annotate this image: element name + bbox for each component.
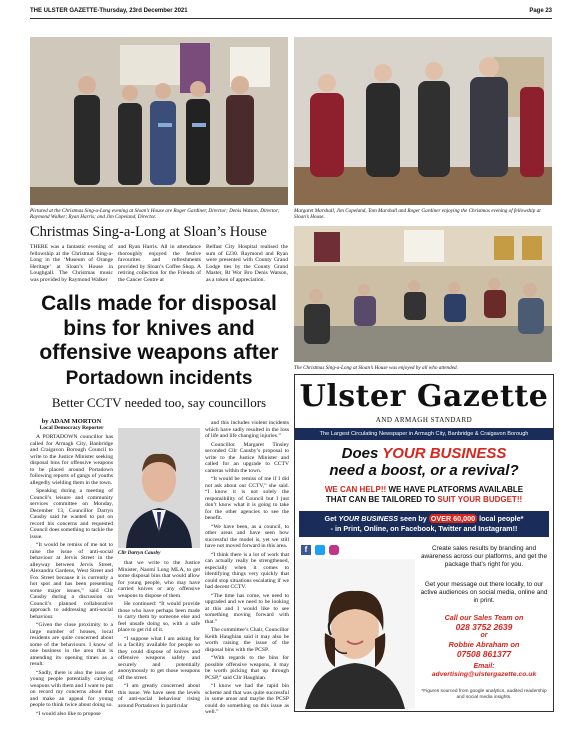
photo3-caption: The Christmas Sing-a-Long at Sloan’s House was enjoyed by all who attended. — [294, 365, 458, 371]
story2-col2-p: He continued: “It would provide those who have perhaps been made to carry them by someone else and feel unsafe doing so, with a safe place to get rid of it. — [118, 601, 200, 633]
ad-phone1: 028 3752 2639 — [455, 622, 513, 632]
photo1-caption: Pictured at the Christmas Sing-a-Long evening at Sloan’s House are Roger Gardiner, Director; Denis Watson, Director; Raymond Walker; Ryan Harris; and Jim Copeland, Director. — [30, 208, 280, 220]
ad-right-2: Get your message out there locally, to our active audiences on social media, online and in print. — [420, 581, 548, 605]
story2-col3-p: “We have been, as a council, to other areas and have seen how successful the model is, yet we still have not moved forward in this area. — [205, 523, 289, 549]
ad-call: Call our Sales Team on — [444, 613, 524, 622]
ad-or: or — [480, 632, 488, 639]
ad-banner: The Largest Circulating Newspaper in Armagh City, Banbridge & Craigavon Borough — [295, 428, 553, 440]
story2-col2-p: that we write to the Justice Minister, Naomi Long MLA, to get some disposal bins that would allow for young people, who may have carried knives or any offensive weapons to dispose of them. — [118, 560, 200, 599]
story2-col1-p: “It would be remiss of me not to raise the issue of anti-social behaviour at Jervis Street in the alleyway between Jervis Street, Alexandra Gardens, West Street and Fox Street because it is currently a hot spot and has been presenting some major issues,” said Cllr Causby during a discussion on Council’s planned collaborative approach to addressing anti-social behaviour. — [30, 542, 113, 620]
page-number: Page 23 — [529, 8, 552, 14]
ad-q2: need a boost, or a revival? — [329, 462, 519, 479]
story1-col2: and Ryan Harris. All in attendance thoroughly enjoyed the festive favourites and refreshments provided by Sloan’s Coffee Shop. A retiring collection for the Friends of the Cancer Centre at — [118, 244, 201, 283]
ad-strip1: Get — [324, 514, 339, 523]
ad-subtitle: AND ARMAGH STANDARD — [375, 416, 473, 424]
ad-masthead: Ulster Gazette — [299, 379, 549, 414]
newspaper-date: THE ULSTER GAZETTE-Thursday, 23rd December 2021 — [30, 8, 188, 14]
story1-col3: Belfast City Hospital realised the sum of £230. Raymond and Ryan were presented with County Grand Lodge ties by the County Grand Master, Rt Wor Bro Denis Watson, as a token of appreciation. — [206, 244, 288, 283]
story2-col1-p: Speaking during a meeting of Council’s leisure and community services committee on Monday, December 13, Councillor Darryn Causby said he wanted to put on record his concerns and requested Council does something to tackle the issue. — [30, 488, 113, 540]
ulster-gazette-advert — [294, 374, 554, 712]
social-icons — [301, 545, 361, 557]
ad-help-dark: WE HAVE PLATFORMS AVAILABLE — [388, 485, 524, 494]
sales-rep-image — [295, 559, 415, 709]
story2-col3-p: “The time has come, we need to upgraded and we need to be looking at this and I would like to see something moving forward with that.” — [205, 592, 289, 625]
instagram-icon — [329, 545, 339, 555]
story2-col1-p: “Given the close proximity to a large number of houses, local residents are quite concerned about some of the behaviours. I know of one business in the area that is amending its opening times as a result. — [30, 622, 113, 667]
story2-col3-p: and this includes violent incidents which have sadly resulted in the loss of life and life changing injuries.” — [205, 420, 289, 439]
ad-strip-badge: OVER 60,000 — [430, 514, 476, 523]
ad-footnote: *Figures sourced from google analytics, audited readership and social media insights. — [421, 689, 547, 700]
page-header — [30, 6, 552, 19]
story2-headline-2: Portadown incidents — [65, 368, 253, 389]
ad-strip3: local people* — [477, 514, 524, 523]
ad-q1: Does — [341, 445, 383, 462]
story2-col2-p: “I suppose what I am asking for is a facility available for people so they could dispose of knives and offensive weapons safely and securely and potentially anonymously to get those weapons off the street. — [118, 635, 200, 681]
byline — [30, 418, 113, 431]
story2-col2 — [118, 560, 200, 712]
ad-q1-highlight: YOUR BUSINESS — [382, 445, 507, 462]
ad-help-red: WE CAN HELP!! — [324, 485, 389, 494]
twitter-icon — [315, 545, 325, 555]
story2-col1-p: “Sadly, there is also the issue of young people potentially carrying weapons with them and I want to put on record my concerns about that and make an appeal for young people to think twice about doing so. — [30, 669, 113, 708]
ad-contact — [419, 613, 549, 679]
story2-col1-p: “I would also like to propose — [36, 710, 101, 717]
ad-reach-strip — [299, 511, 549, 537]
ad-help2: THAT CAN BE TAILORED TO — [325, 495, 438, 504]
story2-col2-p: “I am greatly concerned about this issue. We have seen the levels of anti-social behaviour rising around Portadown in particular — [118, 683, 200, 709]
ad-right-1: Create sales results by branding and awareness across our platforms, and get the package that’s right for you. — [420, 545, 548, 569]
ad-email: advertising@ulstergazette.co.uk — [431, 671, 537, 678]
ad-help2-red: SUIT YOUR BUDGET!! — [437, 495, 523, 504]
story2-col3 — [205, 420, 289, 715]
ad-strip2: seen by — [398, 514, 429, 523]
ad-phone2: 07508 861377 — [456, 649, 512, 659]
byline-role: Local Democracy Reporter — [39, 425, 104, 431]
story2-col3-p: “I know we had the rapid bin scheme and that was quite successful in some areas and maybe the PCSP could do something on this issue as well.” — [205, 683, 289, 715]
photo-audience — [294, 226, 552, 362]
story2-col3-p: Councillor Margaret Tinsley seconded Cllr Causby’s proposal to write to the Justice Minister and called for an upgrade to CCTV cameras within the town. — [205, 441, 289, 474]
councillor-caption: Cllr Darryn Causby — [118, 550, 161, 556]
story2-col1-p: A PORTADOWN councillor has called for Armagh City, Banbridge and Craigavon Borough Council to write to the Justice Minister seeking disposal bins for offensive weapons to be placed around Portadown following reports of gangs of youths allegedly wielding them in the town. — [30, 434, 113, 486]
story2-col1 — [30, 434, 113, 717]
councillor-photo — [118, 428, 200, 548]
byline-name: by ADAM MORTON — [41, 418, 102, 425]
photo-group-presentation — [30, 37, 288, 205]
ad-name: Robbie Abraham on — [448, 640, 520, 649]
photo2-caption: Margaret Marshall, Jim Copeland, Tom Marshall and Roger Gardiner enjoying the Christmas evening of fellowship at Sloan’s House. — [294, 208, 541, 220]
story2-col3-p: The committee’s Chair, Councillor Keith Haughian said it may also be worth raising the issue of the disposal bins with the PCSP. — [205, 627, 289, 653]
facebook-icon: f — [301, 545, 311, 555]
story2-col3-p: “I think there is a lot of work that can actually really be strengthened, especially when it comes to identifying things very quickly that could stop situations escalating if we had decent CCTV. — [205, 551, 289, 590]
story2-subhead: Better CCTV needed too, say councillors — [51, 395, 267, 410]
ad-strip4: - in Print, Online, on Facebook, Twitter and Instagram!! — [330, 524, 518, 533]
story1-headline: Christmas Sing-a-Long at Sloan’s House — [30, 224, 267, 240]
story2-headline: Calls made for disposal bins for knives and offensive weapons after — [39, 292, 279, 364]
ad-email-label: Email: — [473, 663, 495, 670]
photo-group-couple — [294, 37, 552, 205]
story2-col3-p: “With regards to the bins for possible offensive weapons, it may be worth picking that up through PCSP,” said Cllr Haughian. — [205, 655, 289, 681]
story2-col3-p: “It would be remiss of me if I did not ask about our CCTV,” she said. “I know it is not solely the responsibility of Council but I just don’t know what it is going to take for the other agencies to see the benefit. — [205, 476, 289, 521]
ad-help — [295, 485, 553, 505]
story1-col1: THERE was a fantastic evening of fellowship at the Christmas Sing-a-Long in the ‘Museum of Orange Heritage’ at Sloan’s House in Loughgall. The Christmas music was provided by Raymond Walker — [30, 244, 113, 283]
ad-question — [295, 445, 553, 479]
ad-strip1-em: YOUR BUSINESS — [338, 514, 399, 523]
